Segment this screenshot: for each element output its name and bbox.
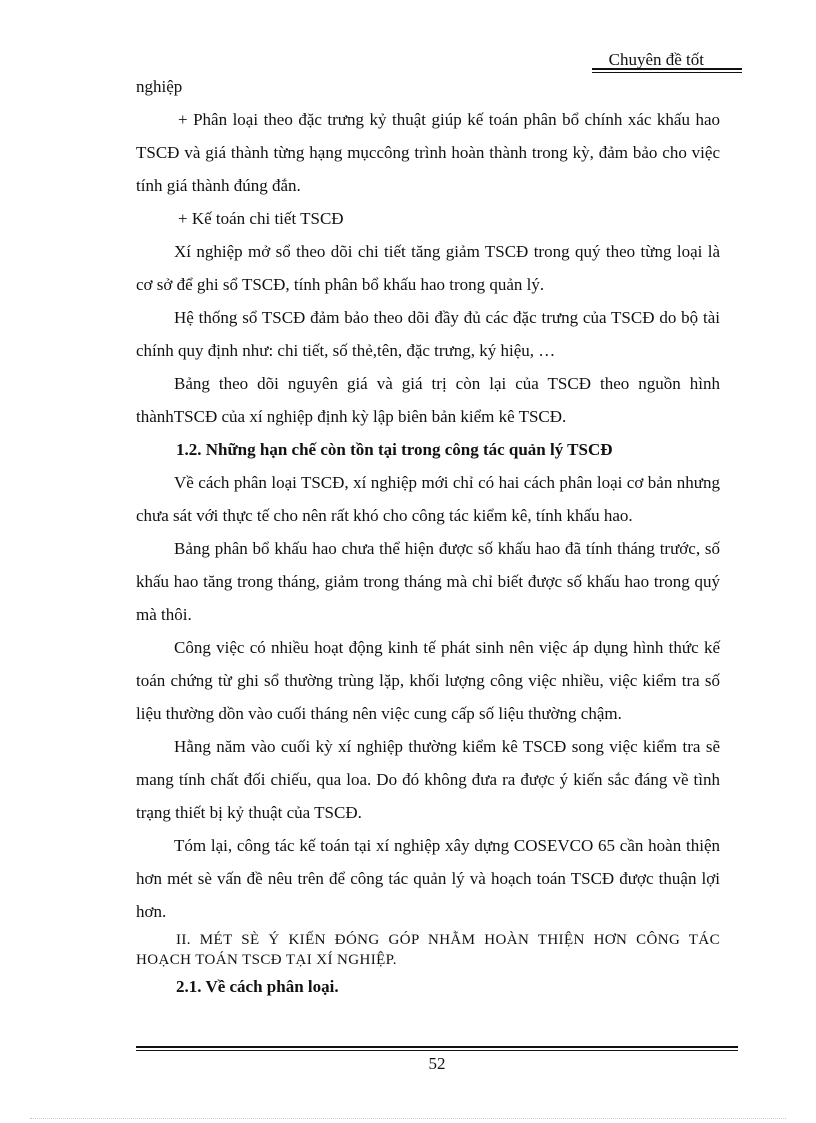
section-heading-limitations: 1.2. Những hạn chế còn tồn tại trong công tác quản lý TSCĐ xyxy=(176,440,613,459)
page-header xyxy=(136,50,742,70)
paragraph-original-value-table: Bảng theo dõi nguyên giá và giá trị còn lại của TSCĐ theo nguồn hình thànhTSCĐ của xí nghiệp định kỳ lập biên bản kiểm kê TSCĐ. xyxy=(136,374,720,426)
paragraph-depreciation-table: Bảng phân bổ khấu hao chưa thể hiện được số khấu hao đã tính tháng trước, số khấu hao tăng trong tháng, giảm trong tháng mà chỉ biết được số khấu hao trong quý mà thôi. xyxy=(136,539,720,624)
section-heading-suggestions: II. MÉT SÈ Ý KIẾN ĐÓNG GÓP NHẰM HOÀN THIỆN HƠN CÔNG TÁC HOẠCH TOÁN TSCĐ TẠI XÍ NGHIỆP. xyxy=(136,932,720,968)
paragraph-bullet-detail-accounting: + Kế toán chi tiết TSCĐ xyxy=(178,209,344,228)
paragraph-inventory-check: Hằng năm vào cuối kỳ xí nghiệp thường kiểm kê TSCĐ song việc kiểm tra sẽ mang tính chất đối chiếu, qua loa. Do đó không đưa ra được ý kiến sắc đáng về tình trạng thiết bị kỷ thuật của TSCĐ. xyxy=(136,737,720,822)
paragraph-book-system: Hệ thống sổ TSCĐ đảm bảo theo dõi đầy đủ các đặc trưng của TSCĐ do bộ tài chính quy định như: chi tiết, số thẻ,tên, đặc trưng, ký hiệu, … xyxy=(136,308,720,360)
page-number: 52 xyxy=(428,1054,446,1073)
paragraph-classification-limits: Về cách phân loại TSCĐ, xí nghiệp mới chỉ có hai cách phân loại cơ bản nhưng chưa sát với thực tế cho nên rất khó cho công tác kiểm kê, tính khấu hao. xyxy=(136,473,720,525)
page-body xyxy=(136,70,720,1003)
page-edge-divider xyxy=(30,1118,786,1119)
paragraph-summary: Tóm lại, công tác kế toán tại xí nghiệp xây dựng COSEVCO 65 cần hoàn thiện hơn mét sè vấn đề nêu trên để công tác quản lý và hoạch toán TSCĐ được thuận lợi hơn. xyxy=(136,836,720,921)
subsection-heading-classification: 2.1. Về cách phân loại. xyxy=(176,977,339,996)
footer-rule-thin xyxy=(136,1050,738,1051)
paragraph-tracking-book: Xí nghiệp mở sổ theo dõi chi tiết tăng giảm TSCĐ trong quý theo từng loại là cơ sở để ghi sổ TSCĐ, tính phân bổ khấu hao trong quản lý. xyxy=(136,242,720,294)
paragraph-workload: Công việc có nhiều hoạt động kinh tế phát sinh nên việc áp dụng hình thức kế toán chứng từ ghi sổ thường trùng lặp, khối lượng công việc nhiều, việc kiểm tra số liệu thường dồn vào cuối tháng nên việc cung cấp số liệu thường chậm. xyxy=(136,638,720,723)
paragraph-bullet-classification: + Phân loại theo đặc trưng kỷ thuật giúp kế toán phân bổ chính xác khấu hao TSCĐ và giá thành từng hạng mụccông trình hoàn thành trong kỳ, đảm bảo cho việc tính giá thành đúng đắn. xyxy=(136,110,720,195)
header-title: Chuyên đề tốt xyxy=(608,50,704,69)
footer-rule xyxy=(136,1046,738,1048)
paragraph-continuation: nghiệp xyxy=(136,77,183,96)
